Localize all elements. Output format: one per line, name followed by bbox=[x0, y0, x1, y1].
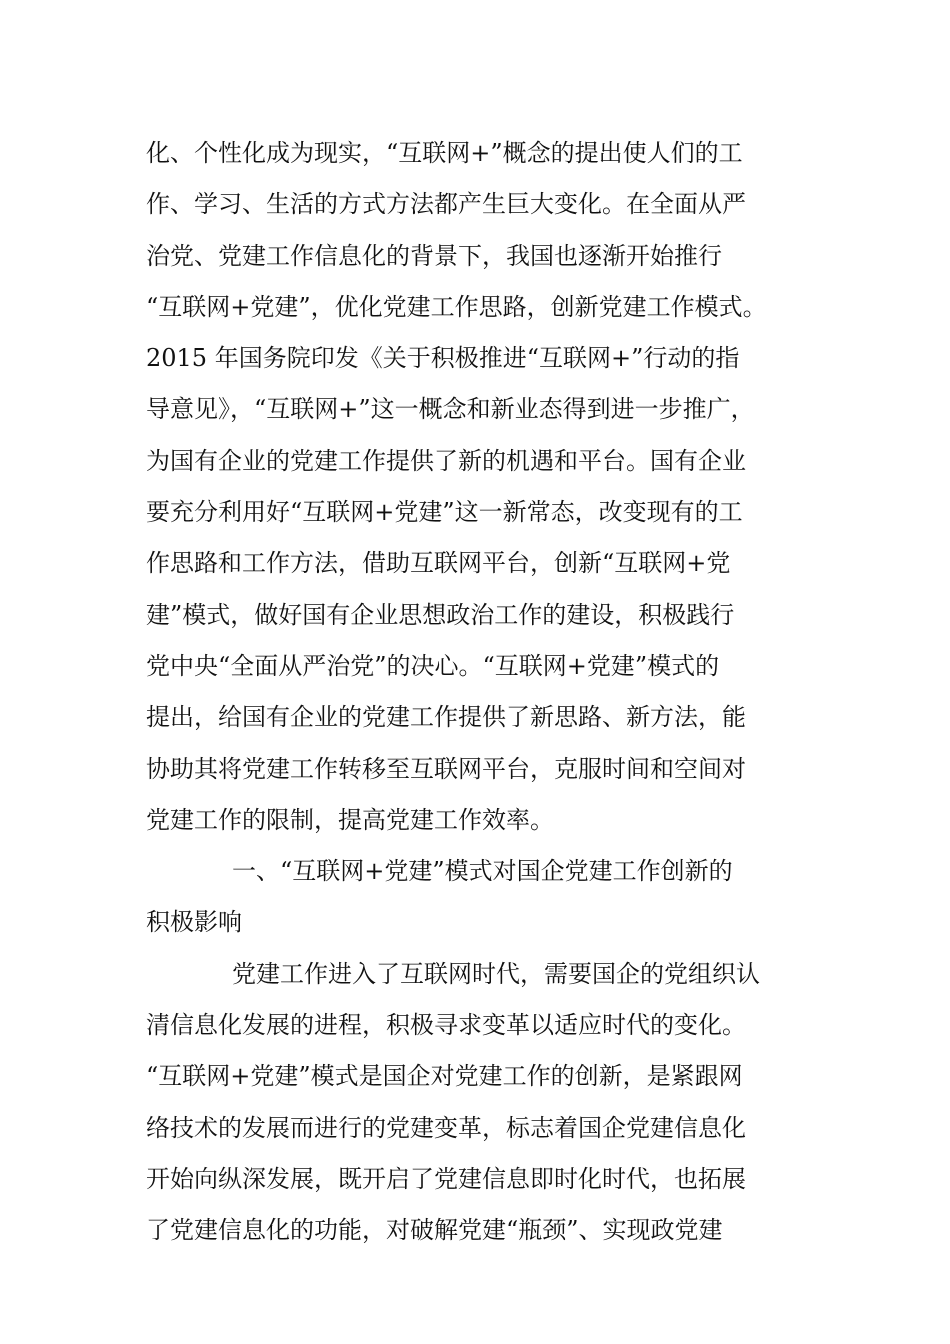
text-line: “互联网+党建”，优化党建工作思路，创新党建工作模式。 bbox=[146, 292, 767, 321]
text-line: 了党建信息化的功能，对破解党建“瓶颈”、实现政党建 bbox=[146, 1216, 723, 1245]
body-text bbox=[146, 128, 816, 1257]
text-line: 清信息化发展的进程，积极寻求变革以适应时代的变化。 bbox=[146, 1011, 746, 1040]
text-line: 导意见》，“互联网+”这一概念和新业态得到进一步推广， bbox=[146, 395, 755, 424]
section-heading-continued: 积极影响 bbox=[146, 908, 242, 937]
text-line: 作、学习、生活的方式方法都产生巨大变化。在全面从严 bbox=[146, 190, 746, 219]
text-line: 开始向纵深发展，既开启了党建信息即时化时代，也拓展 bbox=[146, 1164, 746, 1193]
text-line: 治党、党建工作信息化的背景下，我国也逐渐开始推行 bbox=[146, 241, 722, 270]
text-line: 建”模式，做好国有企业思想政治工作的建设，积极践行 bbox=[146, 600, 735, 629]
text-line: 络技术的发展而进行的党建变革，标志着国企党建信息化 bbox=[146, 1113, 746, 1142]
text-line: 2015 年国务院印发《关于积极推进“互联网+”行动的指 bbox=[146, 344, 740, 373]
text-line: 作思路和工作方法，借助互联网平台，创新“互联网+党 bbox=[146, 549, 731, 578]
text-line: 党中央“全面从严治党”的决心。“互联网+党建”模式的 bbox=[146, 651, 720, 680]
text-line: 要充分利用好“互联网+党建”这一新常态，改变现有的工 bbox=[146, 498, 743, 527]
text-line: 为国有企业的党建工作提供了新的机遇和平台。国有企业 bbox=[146, 446, 746, 475]
text-line: “互联网+党建”模式是国企对党建工作的创新，是紧跟网 bbox=[146, 1062, 743, 1091]
text-line: 化、个性化成为现实，“互联网+”概念的提出使人们的工 bbox=[146, 139, 743, 167]
text-line: 协助其将党建工作转移至互联网平台，克服时间和空间对 bbox=[146, 754, 746, 783]
text-line: 党建工作的限制，提高党建工作效率。 bbox=[146, 805, 554, 834]
section-heading: 一、“互联网+党建”模式对国企党建工作创新的 bbox=[232, 857, 733, 886]
text-line: 提出，给国有企业的党建工作提供了新思路、新方法，能 bbox=[146, 703, 746, 732]
text-line: 党建工作进入了互联网时代，需要国企的党组织认 bbox=[232, 959, 760, 988]
